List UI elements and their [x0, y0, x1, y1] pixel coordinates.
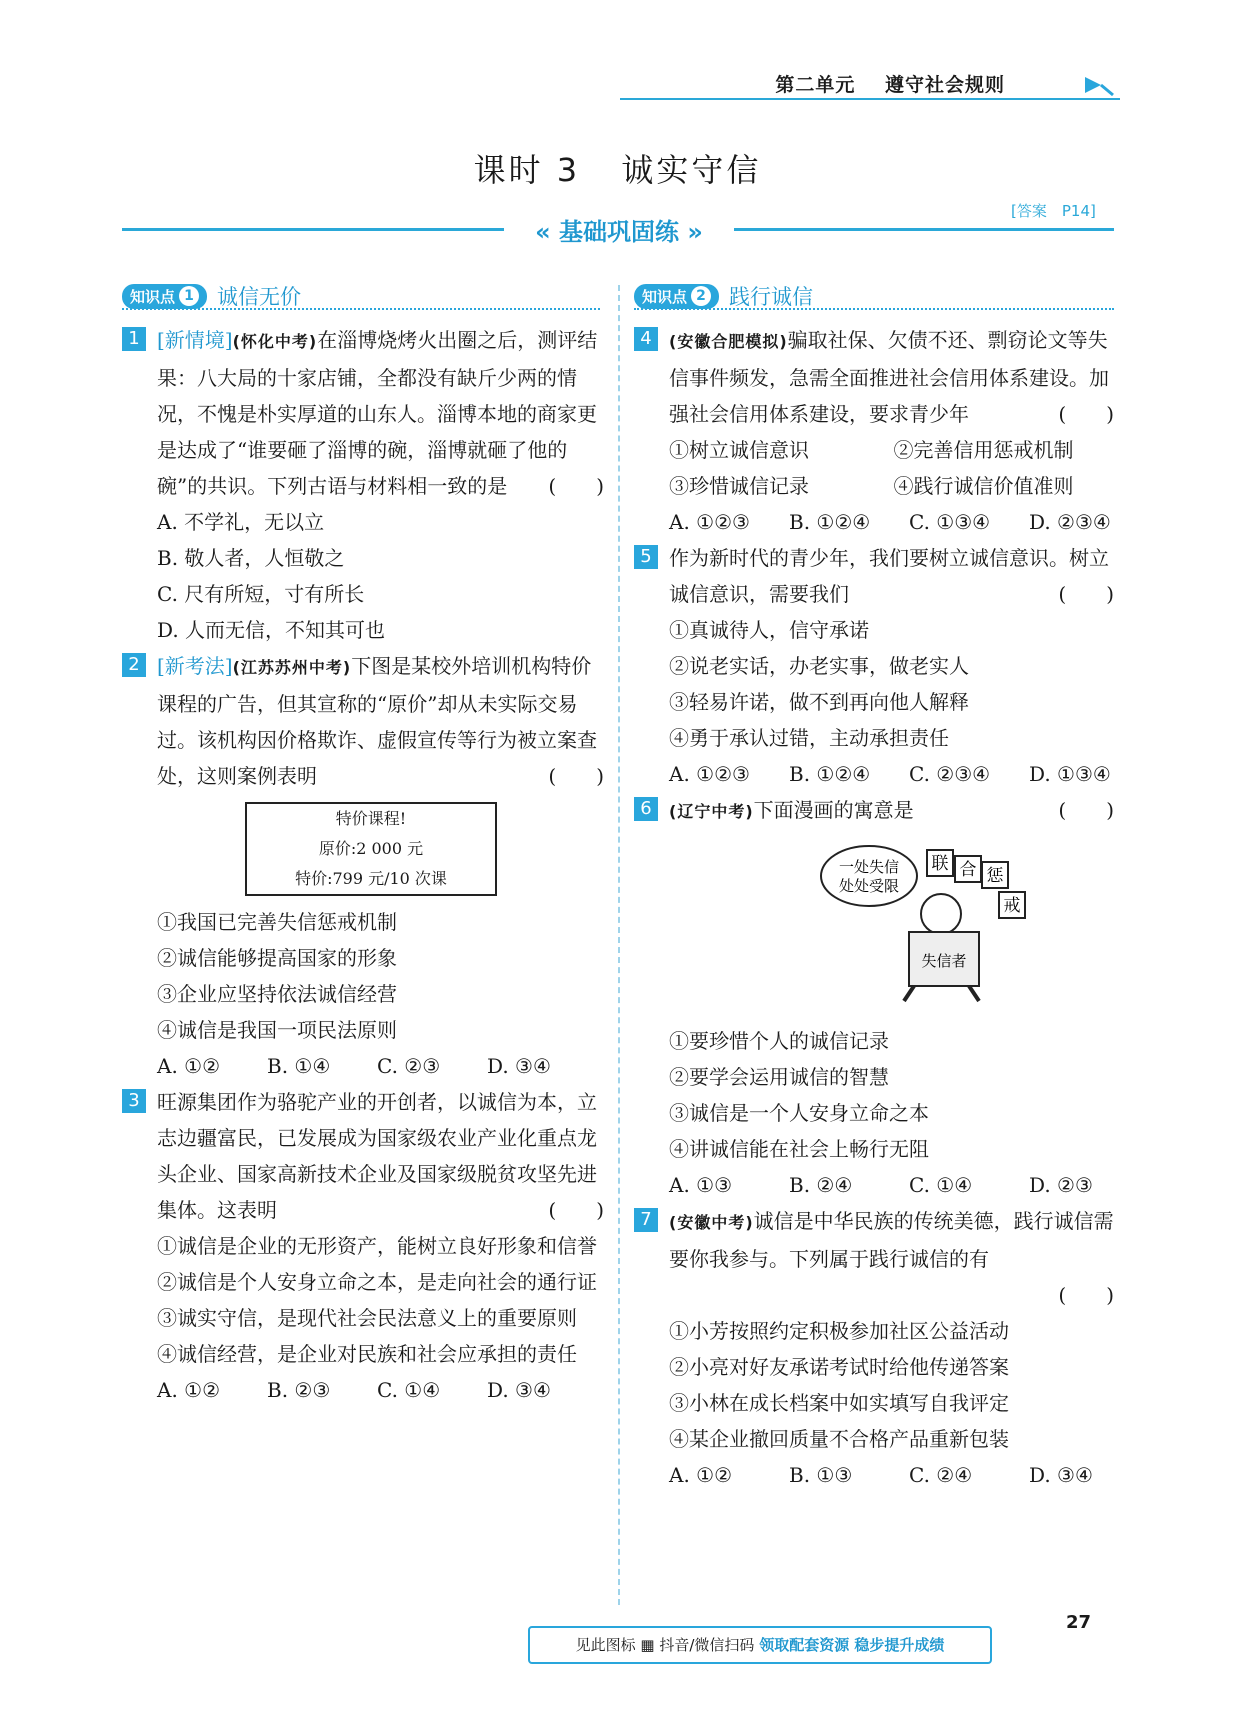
options-row	[669, 504, 1118, 540]
question-source: (安徽中考)	[669, 1213, 754, 1232]
left-column	[122, 322, 608, 1408]
question-5	[634, 540, 1118, 792]
question-text: 下图是某校外培训机构特价课程的广告，但其宣称的“原价”却从未实际交易过。该机构因价格欺诈、虚假宣传等行为被立案查处，这则案例表明	[157, 654, 597, 788]
option-b: B. ①②④	[789, 510, 871, 534]
question-number: 1	[122, 327, 146, 351]
options-row	[669, 1457, 1118, 1493]
section-rule-left	[122, 228, 504, 231]
kp-underline	[634, 308, 1114, 310]
options-row	[157, 1372, 608, 1408]
option-b: B. ②③	[267, 1378, 331, 1402]
footer-banner	[528, 1626, 992, 1664]
cartoon-sign: 合	[959, 860, 977, 880]
cartoon-bubble-line1: 一处失信	[838, 858, 900, 876]
option-a: A. ①③	[669, 1173, 733, 1197]
statement-item: ③诚实守信，是现代社会民法意义上的重要原则	[157, 1306, 577, 1330]
option-c: C. ①④	[377, 1378, 441, 1402]
statement-item: ②诚信是个人安身立命之本，是走向社会的通行证	[157, 1270, 597, 1294]
question-text: 旺源集团作为骆驼产业的开创者，以诚信为本，立志边疆富民，已发展成为国家级农业产业化重点龙头企业、国家高新技术企业及国家级脱贫攻坚先进集体。这表明	[157, 1090, 597, 1222]
option-a: A. ①②③	[669, 510, 750, 534]
question-6	[634, 792, 1118, 1203]
option-d: D. 人而无信，不知其可也	[157, 618, 386, 642]
kp-badge-text: 知识点	[642, 287, 688, 306]
options-row	[669, 1167, 1118, 1203]
option-c: C. ①④	[909, 1173, 973, 1197]
option-a: A. ①②③	[669, 762, 750, 786]
option-b: B. ①②④	[789, 762, 871, 786]
kp-title: 诚信无价	[217, 285, 302, 309]
pen-icon	[1083, 71, 1115, 99]
statement-item: ②小亮对好友承诺考试时给他传递答案	[669, 1355, 1009, 1379]
option-c: C. ②③	[377, 1054, 441, 1078]
statement-item: ④讲诚信能在社会上畅行无阻	[669, 1137, 929, 1161]
kp-badge-text: 知识点	[130, 287, 176, 306]
question-number: 2	[122, 653, 146, 677]
question-number: 4	[634, 327, 658, 351]
statement-item: ①要珍惜个人的诚信记录	[669, 1029, 889, 1053]
question-7	[634, 1203, 1118, 1493]
option-b: B. ②④	[789, 1173, 853, 1197]
option-c: C. 尺有所短，寸有所长	[157, 582, 365, 606]
ad-line: 特价课程!	[335, 809, 407, 828]
options-row	[157, 1048, 608, 1084]
answer-blank: ( )	[1058, 1283, 1114, 1307]
option-b: B. ①④	[267, 1054, 331, 1078]
statement-item: ④践行诚信价值准则	[893, 474, 1074, 498]
option-d: D. ②③	[1029, 1173, 1093, 1197]
question-text: 下面漫画的寓意是	[753, 798, 914, 822]
question-number: 5	[634, 545, 658, 569]
statement-item: ③企业应坚持依法诚信经营	[157, 982, 397, 1006]
statement-item: ①诚信是企业的无形资产，能树立良好形象和信誉	[157, 1234, 597, 1258]
kp-number: 1	[179, 286, 199, 306]
right-column	[634, 322, 1118, 1493]
question-text: 在淄博烧烤火出圈之后，测评结果：八大局的十家店铺，全都没有缺斤少两的情况，不愧是朴实厚道的山东人。淄博本地的商家更是达成了“谁要砸了淄博的碗，淄博就砸了他的碗”的共识。下列古语与材料相一致的是	[157, 328, 598, 498]
section-title-text: 基础巩固练	[559, 218, 679, 246]
cartoon-sign: 联	[931, 854, 949, 874]
question-1	[122, 322, 608, 648]
statement-item: ②完善信用惩戒机制	[893, 438, 1074, 462]
question-4	[634, 322, 1118, 540]
statement-item: ①真诚待人，信守承诺	[669, 618, 869, 642]
statement-item: ③轻易许诺，做不到再向他人解释	[669, 690, 969, 714]
answer-blank: ( )	[1058, 402, 1114, 426]
option-d: D. ②③④	[1029, 510, 1111, 534]
statement-row	[669, 432, 1118, 468]
question-source: (安徽合肥模拟)	[669, 332, 788, 351]
section-rule-right	[734, 228, 1114, 231]
kp-badge	[634, 284, 719, 309]
unit-label: 第二单元	[775, 74, 856, 96]
statement-item: ④诚信经营，是企业对民族和社会应承担的责任	[157, 1342, 577, 1366]
kp-badge	[122, 284, 207, 309]
kp-underline	[122, 308, 600, 310]
cartoon-image	[819, 836, 1039, 1006]
statement-row	[669, 468, 1118, 504]
option-d: D. ③④	[1029, 1463, 1093, 1487]
statement-item: ③珍惜诚信记录	[669, 474, 809, 498]
option-b: B. 敬人者，人恒敬之	[157, 546, 345, 570]
lesson-number: 课时 3	[473, 151, 581, 189]
section-title: « 基础巩固练 »	[505, 212, 733, 247]
option-d: D. ③④	[487, 1378, 551, 1402]
question-number: 3	[122, 1089, 146, 1113]
header-rule	[620, 98, 1120, 100]
statement-item: ①小芳按照约定积极参加社区公益活动	[669, 1319, 1009, 1343]
question-text: 作为新时代的青少年，我们要树立诚信意识。树立诚信意识，需要我们	[669, 546, 1109, 606]
page-title	[0, 145, 1235, 191]
answer-blank: ( )	[548, 474, 604, 498]
option-a: A. ①②	[669, 1463, 733, 1487]
answer-blank: ( )	[1058, 582, 1114, 606]
question-number: 6	[634, 797, 658, 821]
question-source: (辽宁中考)	[669, 802, 754, 821]
footer-highlight: 领取配套资源 稳步提升成绩	[759, 1636, 945, 1654]
answer-reference: [答案 P14]	[1011, 202, 1096, 220]
qr-icon: ▦	[640, 1636, 655, 1654]
options-row	[669, 756, 1118, 792]
footer-prefix: 见此图标	[575, 1636, 636, 1654]
footer-mid: 抖音/微信扫码	[659, 1636, 755, 1654]
cartoon-sign: 惩	[986, 866, 1004, 886]
question-number: 7	[634, 1208, 658, 1232]
option-a: A. ①②	[157, 1054, 221, 1078]
kp-number: 2	[691, 286, 711, 306]
option-c: C. ①③④	[909, 510, 991, 534]
question-3	[122, 1084, 608, 1408]
cartoon-person-label: 失信者	[921, 952, 967, 970]
statement-item: ③小林在成长档案中如实填写自我评定	[669, 1391, 1009, 1415]
question-2	[122, 648, 608, 1084]
option-d: D. ①③④	[1029, 762, 1111, 786]
option-c: C. ②④	[909, 1463, 973, 1487]
option-a: A. 不学礼，无以立	[157, 510, 325, 534]
question-tag: [新情境]	[157, 328, 233, 352]
answer-blank: ( )	[548, 764, 604, 788]
answer-blank: ( )	[1058, 798, 1114, 822]
option-a: A. ①②	[157, 1378, 221, 1402]
column-divider	[618, 285, 620, 1605]
statement-item: ②要学会运用诚信的智慧	[669, 1065, 889, 1089]
unit-title: 遵守社会规则	[884, 74, 1005, 96]
cartoon-sign: 戒	[1003, 896, 1021, 916]
statement-item: ④诚信是我国一项民法原则	[157, 1018, 397, 1042]
question-text: 诚信是中华民族的传统美德，践行诚信需要你我参与。下列属于践行诚信的有	[669, 1209, 1114, 1271]
cartoon-bubble-line2: 处处受限	[838, 877, 900, 895]
page-number: 27	[1066, 1612, 1092, 1633]
advertisement-box	[245, 802, 497, 896]
answer-blank: ( )	[548, 1198, 604, 1222]
option-c: C. ②③④	[909, 762, 991, 786]
statement-item: ④勇于承认过错，主动承担责任	[669, 726, 949, 750]
statement-item: ②说老实话，办老实事，做老实人	[669, 654, 969, 678]
option-d: D. ③④	[487, 1054, 551, 1078]
statement-item: ④某企业撤回质量不合格产品重新包装	[669, 1427, 1009, 1451]
question-text: 骗取社保、欠债不还、剽窃论文等失信事件频发，急需全面推进社会信用体系建设。加强社会信用体系建设，要求青少年	[669, 328, 1109, 426]
option-b: B. ①③	[789, 1463, 853, 1487]
statement-item: ②诚信能够提高国家的形象	[157, 946, 397, 970]
question-source: (怀化中考)	[232, 332, 318, 351]
statement-item: ③诚信是一个人安身立命之本	[669, 1101, 929, 1125]
question-tag: [新考法]	[157, 654, 233, 678]
statement-item: ①树立诚信意识	[669, 438, 809, 462]
question-source: (江苏苏州中考)	[232, 658, 352, 677]
ad-line: 原价:2 000 元	[318, 839, 424, 858]
ad-line: 特价:799 元/10 次课	[295, 869, 447, 888]
lesson-name: 诚实守信	[621, 151, 762, 189]
running-header	[753, 70, 1005, 97]
kp-title: 践行诚信	[729, 285, 814, 309]
statement-item: ①我国已完善失信惩戒机制	[157, 910, 397, 934]
